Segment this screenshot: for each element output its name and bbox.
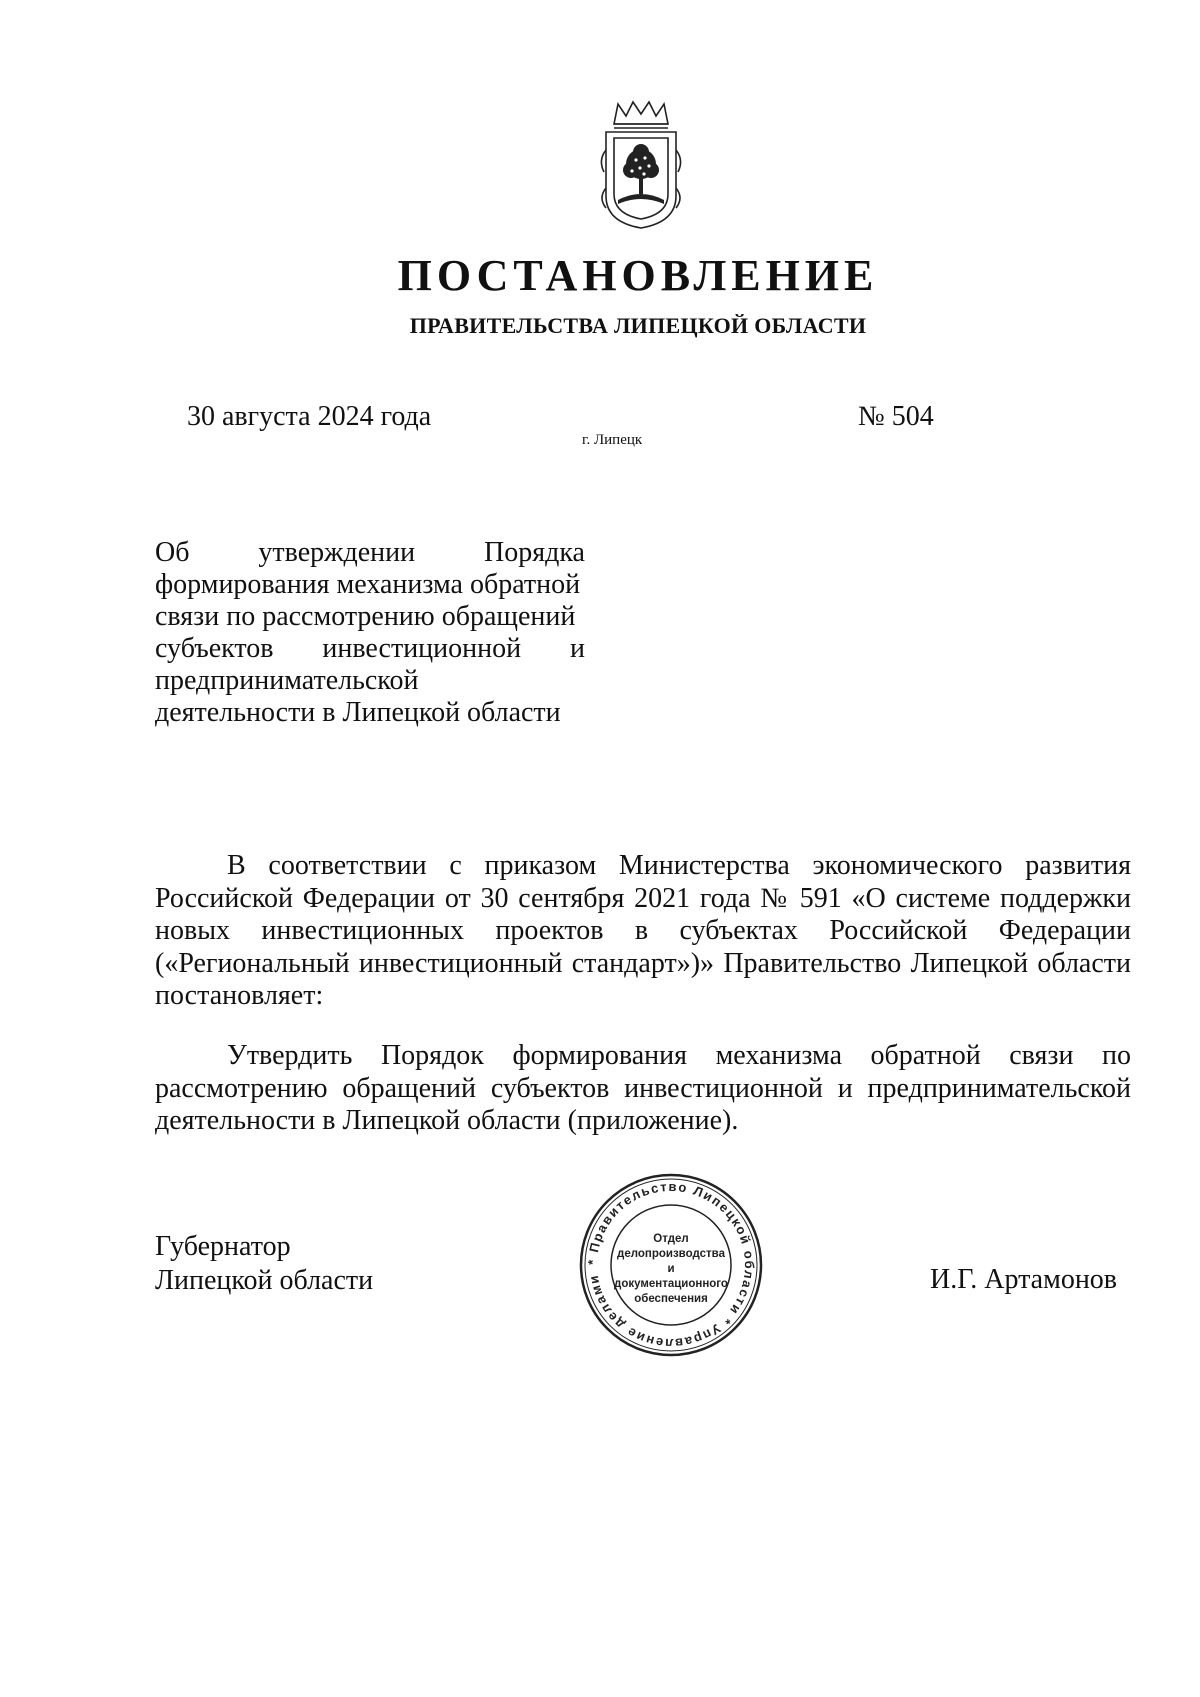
document-subtitle: ПРАВИТЕЛЬСТВА ЛИПЕЦКОЙ ОБЛАСТИ [409,313,867,338]
signatory-position [155,1230,373,1298]
subject-line: предпринимательской [155,665,419,696]
subject-line: связи по рассмотрению обращений [155,601,576,632]
document-city: г. Липецк [582,432,643,448]
document-date: 30 августа 2024 года [187,401,432,432]
seal-inner-line: делопроизводства и [617,1248,725,1275]
seal-inner-line: обеспечения [634,1293,708,1305]
signatory-position-line: Липецкой области [155,1265,374,1296]
body-paragraph-1: В соответствии с приказом Министерства экономического развития Российской Федерации от 30 сентября 2021 года № 591 «О системе поддержки новых инвестиционных проектов в субъектах Российской Федерации («Региональный инвестиционный стандарт»)» Правительство Липецкой области постановляет: [155,850,1131,1011]
coat-of-arms-emblem [596,100,686,232]
seal-inner-line: Отдел [653,1233,689,1245]
subject-line: деятельности в Липецкой области [155,697,561,728]
seal-inner-text [612,1232,730,1307]
seal-inner-line: документационного [614,1278,728,1290]
signatory-position-line: Губернатор [155,1231,291,1262]
body-paragraph-2: Утвердить Порядок формирования механизма обратной связи по рассмотрению обращений субъектов инвестиционной и предпринимательской деятельности в Липецкой области (приложение). [155,1040,1131,1136]
signatory-name: И.Г. Артамонов [930,1264,1118,1295]
document-title: ПОСТАНОВЛЕНИЕ [397,251,879,300]
seal-outer-text: * Правительство Липецкой области * Управление делами [584,1178,758,1352]
document-subject [155,537,585,729]
subject-line: субъектов инвестиционной и [155,633,585,664]
document-number: № 504 [858,401,934,432]
subject-line: формирования механизма обратной [155,569,581,600]
subject-line: Об утверждении Порядка [155,537,585,568]
